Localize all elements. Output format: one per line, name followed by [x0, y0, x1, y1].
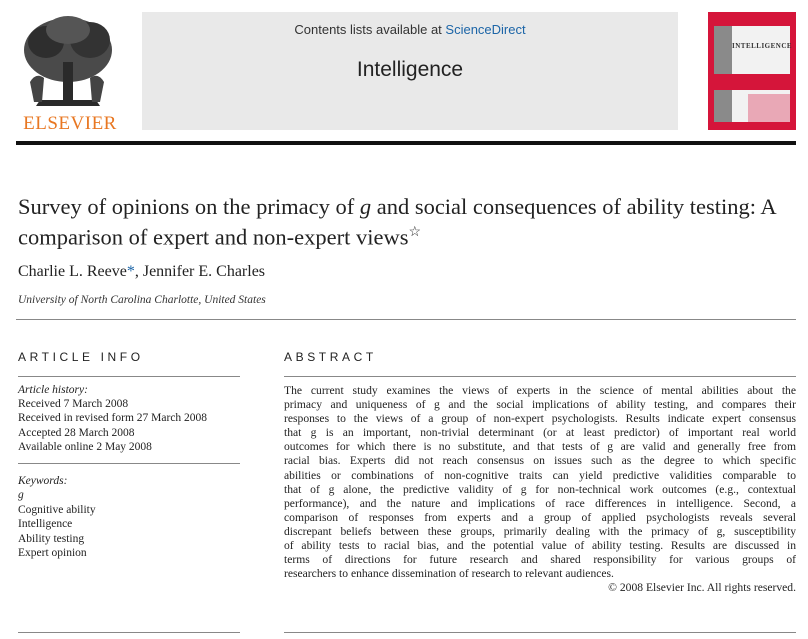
abstract-line: abilities or combinations of non-cognitive traits can yield predictive validities comparable to: [284, 468, 796, 482]
abstract-line: discrepant beliefs between these groups, primarily dealing with the primacy of g, susceptibility: [284, 524, 796, 538]
keyword-item: Cognitive ability: [18, 503, 96, 516]
title-g: g: [359, 194, 372, 219]
author-list: [18, 263, 265, 281]
keyword-item: Ability testing: [18, 532, 85, 545]
keywords-rule: [18, 463, 240, 464]
title-divider: [16, 319, 796, 320]
contents-prefix: Contents lists available at: [294, 22, 446, 37]
abstract-line: racial bias. Experts did not reach consensus on issues such as the degree to which specific: [284, 454, 796, 468]
abstract-heading: ABSTRACT: [284, 350, 377, 364]
article-info-rule: [18, 376, 240, 377]
cover-pink-block: [748, 94, 790, 122]
abstract-line: comparison of responses from experts and a group of applied psychologists reveals several: [284, 510, 796, 524]
author-separator: ,: [134, 263, 143, 280]
corresponding-author-mark[interactable]: *: [126, 263, 135, 280]
keywords-section: [18, 474, 96, 560]
abstract-rule: [284, 376, 796, 377]
title-star-footnote[interactable]: ☆: [408, 225, 422, 240]
article-history: [18, 383, 207, 454]
abstract-line: The current study examines the views of experts in the science of mental abilities about the: [284, 384, 796, 397]
keyword-item: Expert opinion: [18, 547, 87, 560]
cover-journal-word: INTELLIGENCE: [732, 42, 793, 50]
abstract-line: terms of directions for future research and shared responsibility for various groups of: [284, 553, 796, 567]
header-divider: [16, 141, 796, 145]
history-item: Received in revised form 27 March 2008: [18, 412, 208, 425]
keyword-item: Intelligence: [18, 518, 73, 531]
journal-title: Intelligence: [356, 58, 464, 81]
abstract-line: that g is an important, non-trivial determinant (or at least predictor) of important real world: [284, 426, 796, 440]
contents-line: [142, 22, 678, 37]
keyword-item: g: [18, 489, 24, 502]
abstract-line: that of g alone, the predictive validity of g for non-technical work outcomes (e.g., contextual: [284, 482, 796, 496]
publisher-logo-text: ELSEVIER: [23, 113, 117, 134]
title-part1: Survey of opinions on the primacy of: [18, 194, 360, 219]
history-item: Received 7 March 2008: [18, 398, 129, 411]
article-info-bottom-rule: [18, 632, 240, 633]
title-part2: and social consequences of ability testing: A comparison of expert and non-expert views: [18, 194, 776, 250]
abstract-line: outcomes for which there is no substitute, and that tests of g are valid and generally free from: [284, 440, 796, 454]
author-name[interactable]: Jennifer E. Charles: [142, 263, 266, 280]
keywords-label: Keywords:: [18, 475, 68, 487]
history-label: Article history:: [18, 384, 88, 396]
abstract-line: performance), and the nature and implications of race differences in intelligence. Second, a: [284, 496, 796, 510]
article-title: [18, 194, 798, 251]
abstract-line: of ability tests to racial bias, and the potential value of ability testing. Results are discussed in: [284, 539, 796, 553]
copyright-notice: © 2008 Elsevier Inc. All rights reserved.: [608, 581, 796, 595]
cover-bar-horizontal: [714, 74, 790, 90]
history-item: Available online 2 May 2008: [18, 440, 152, 453]
sciencedirect-link[interactable]: ScienceDirect: [445, 22, 526, 37]
history-item: Accepted 28 March 2008: [18, 426, 135, 439]
abstract-bottom-rule: [284, 632, 796, 633]
abstract-line: researchers to enhance dissemination of research to relevant audiences.: [284, 567, 614, 581]
journal-cover-image: [708, 12, 796, 130]
article-info-heading: ARTICLE INFO: [18, 350, 144, 364]
abstract-line: primacy and uniqueness of g and the social implications of ability testing, and compares their: [284, 398, 796, 412]
affiliation: University of North Carolina Charlotte, United States: [18, 294, 266, 306]
abstract-line: responses to the views of a group of non-expert psychologists. Results indicate expert consensus: [284, 412, 796, 426]
author-name[interactable]: Charlie L. Reeve: [18, 263, 127, 280]
abstract-body: [284, 384, 796, 595]
journal-header-box: [142, 12, 678, 130]
